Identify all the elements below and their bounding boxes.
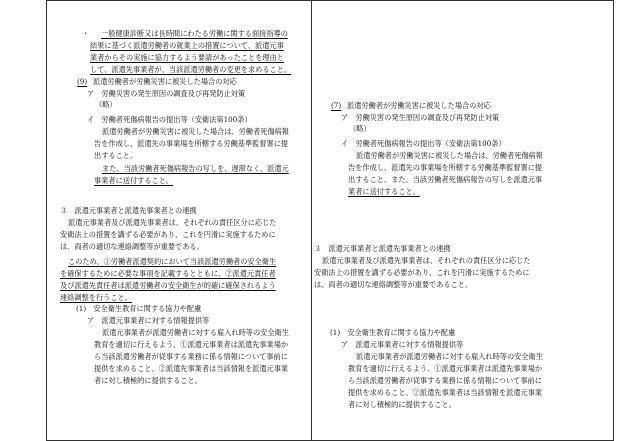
- left-bullet-line-1: 一般健康診断又は長時間にわたる労働に関する面接指導の: [101, 29, 288, 38]
- right-item1-a: ア 派遣元事業者に対する情報提供等: [341, 340, 464, 349]
- right-item7-i-line-1: 派遣労働者が労働災害に被災した場合は、労働者死傷病報: [356, 151, 543, 160]
- right-item7-i: イ 労働者死傷病報告の提出等（安衛法第100条）: [341, 139, 506, 148]
- left-item9-i-line-3: 出すること。: [94, 151, 138, 160]
- left-sec3-line-4: このため、①労働者派遣契約において当該派遣労働者の安全衛生: [68, 257, 277, 266]
- left-item1-a-line-1: 派遣元事業者が派遣労働者に対する雇入れ時等の安全衛生: [102, 328, 289, 337]
- right-item7-a-note: （略）: [349, 124, 371, 133]
- right-item1-a-line-3: ら当該派遣労働者が従事する業務に係る情報について事前に: [348, 376, 542, 385]
- left-item1-a-line-5: 者に対し積極的に提供すること。: [94, 376, 202, 385]
- right-sec3-line-2: 安衛法上の措置を講ずる必要があり、これを円滑に実施するために: [314, 268, 530, 277]
- left-item1-a-line-2: 教育を適切に行えるよう、①派遣元事業者は派遣先事業場か: [94, 340, 289, 349]
- right-item1-a-line-4: 提供を求めること、②派遣先事業者は当該情報を派遣元事業: [348, 388, 543, 397]
- table-top-border: [47, 0, 613, 1]
- left-item9-a: ア 労働災害の発生原因の調査及び再発防止対策: [87, 89, 246, 98]
- right-item7-i-line-2: 告を作成し、派遣先の事業場を所轄する労働基準監督署に提: [348, 163, 543, 172]
- left-sec3-line-5: を確保するために必要な事項を記載するとともに、②派遣元責任者: [60, 269, 276, 278]
- left-sec3-title: ３ 派遣元事業者と派遣先事業者との連携: [60, 206, 197, 215]
- left-bullet-line-3: 業者からその実施に協力するよう要請があったことを理由と: [90, 53, 284, 62]
- left-item9-i-line-5: 事業者に送付すること。: [94, 176, 174, 185]
- left-item1-a-line-3: ら当該派遣労働者が従事する業務に係る情報について事前に: [94, 352, 288, 361]
- right-sec3-title: ３ 派遣元事業者と派遣先事業者との連携: [314, 244, 451, 253]
- left-sec3-line-6: 及び派遣先責任者は派遣労働者の安全衛生が的確に確保されるよう: [60, 281, 276, 290]
- left-bullet-line-2: 結果に基づく派遣労働者の就業上の措置について、派遣元事: [90, 41, 284, 50]
- right-item7-i-line-3: 出すること。また、当該労働者死傷病報告の写しを派遣元事: [348, 175, 543, 184]
- left-item9-a-note: （略）: [95, 100, 117, 109]
- left-item9-i-line-2: 告を作成し、派遣先の事業場を所轄する労働基準監督署に提: [94, 139, 289, 148]
- left-item1-a: ア 派遣元事業者に対する情報提供等: [87, 316, 210, 325]
- right-item1-a-line-1: 派遣元事業者が派遣労働者に対する雇入れ時等の安全衛生: [356, 352, 543, 361]
- right-sec3-line-3: は、両者の適切な連絡調整等が重要であること。: [314, 280, 473, 289]
- bullet-marker: ・: [82, 29, 90, 38]
- left-item9-title: 派遣労働者が労働災害に被災した場合の対応: [93, 77, 237, 86]
- left-sec3-line-3: は、両者の適切な連絡調整等が重要である。: [60, 242, 204, 251]
- right-item1-a-line-2: 教育を適切に行えるよう、①派遣元事業者は派遣先事業場か: [348, 364, 543, 373]
- column-divider: [311, 0, 312, 441]
- left-item9-i: イ 労働者死傷病報告の提出等（安衛法第100条）: [87, 115, 252, 124]
- right-item1-title: (1) 安全衛生教育に関する協力や配慮: [330, 328, 456, 337]
- left-item1-title: (1) 安全衛生教育に関する協力や配慮: [76, 304, 202, 313]
- right-item7-a: ア 労働災害の発生原因の調査及び再発防止対策: [341, 113, 500, 122]
- right-item1-a-line-5: 者に対し積極的に提供すること。: [348, 400, 456, 409]
- left-item9-i-line-4: また、当該労働者死傷病報告の写しを、遅滞なく、派遣元: [102, 164, 289, 173]
- left-sec3-line-2: 安衛法上の措置を講ずる必要があり、これを円滑に実施するために: [60, 230, 276, 239]
- right-item7-i-line-4: 業者に送付すること。: [348, 187, 420, 196]
- right-sec3-line-1: 派遣元事業者及び派遣先事業者は、それぞれの責任区分に応じた: [322, 256, 531, 265]
- left-item9-i-line-1: 派遣労働者が労働災害に被災した場合は、労働者死傷病報: [102, 127, 289, 136]
- left-sec3-line-1: 派遣元事業者及び派遣先事業者は、それぞれの責任区分に応じた: [68, 218, 277, 227]
- right-item7-number: (7): [331, 101, 342, 110]
- left-item1-a-line-4: 提供を求めること、②派遣先事業者は当該情報を派遣元事業: [94, 364, 289, 373]
- left-sec3-line-7: 連絡調整を行うこと。: [60, 293, 132, 302]
- right-item7-title: 派遣労働者が労働災害に被災した場合の対応: [347, 101, 491, 110]
- left-bullet-line-4: して、派遣先事業者が、当該派遣労働者の変更を求めること。: [90, 65, 292, 74]
- left-item9-number: (9): [77, 77, 88, 86]
